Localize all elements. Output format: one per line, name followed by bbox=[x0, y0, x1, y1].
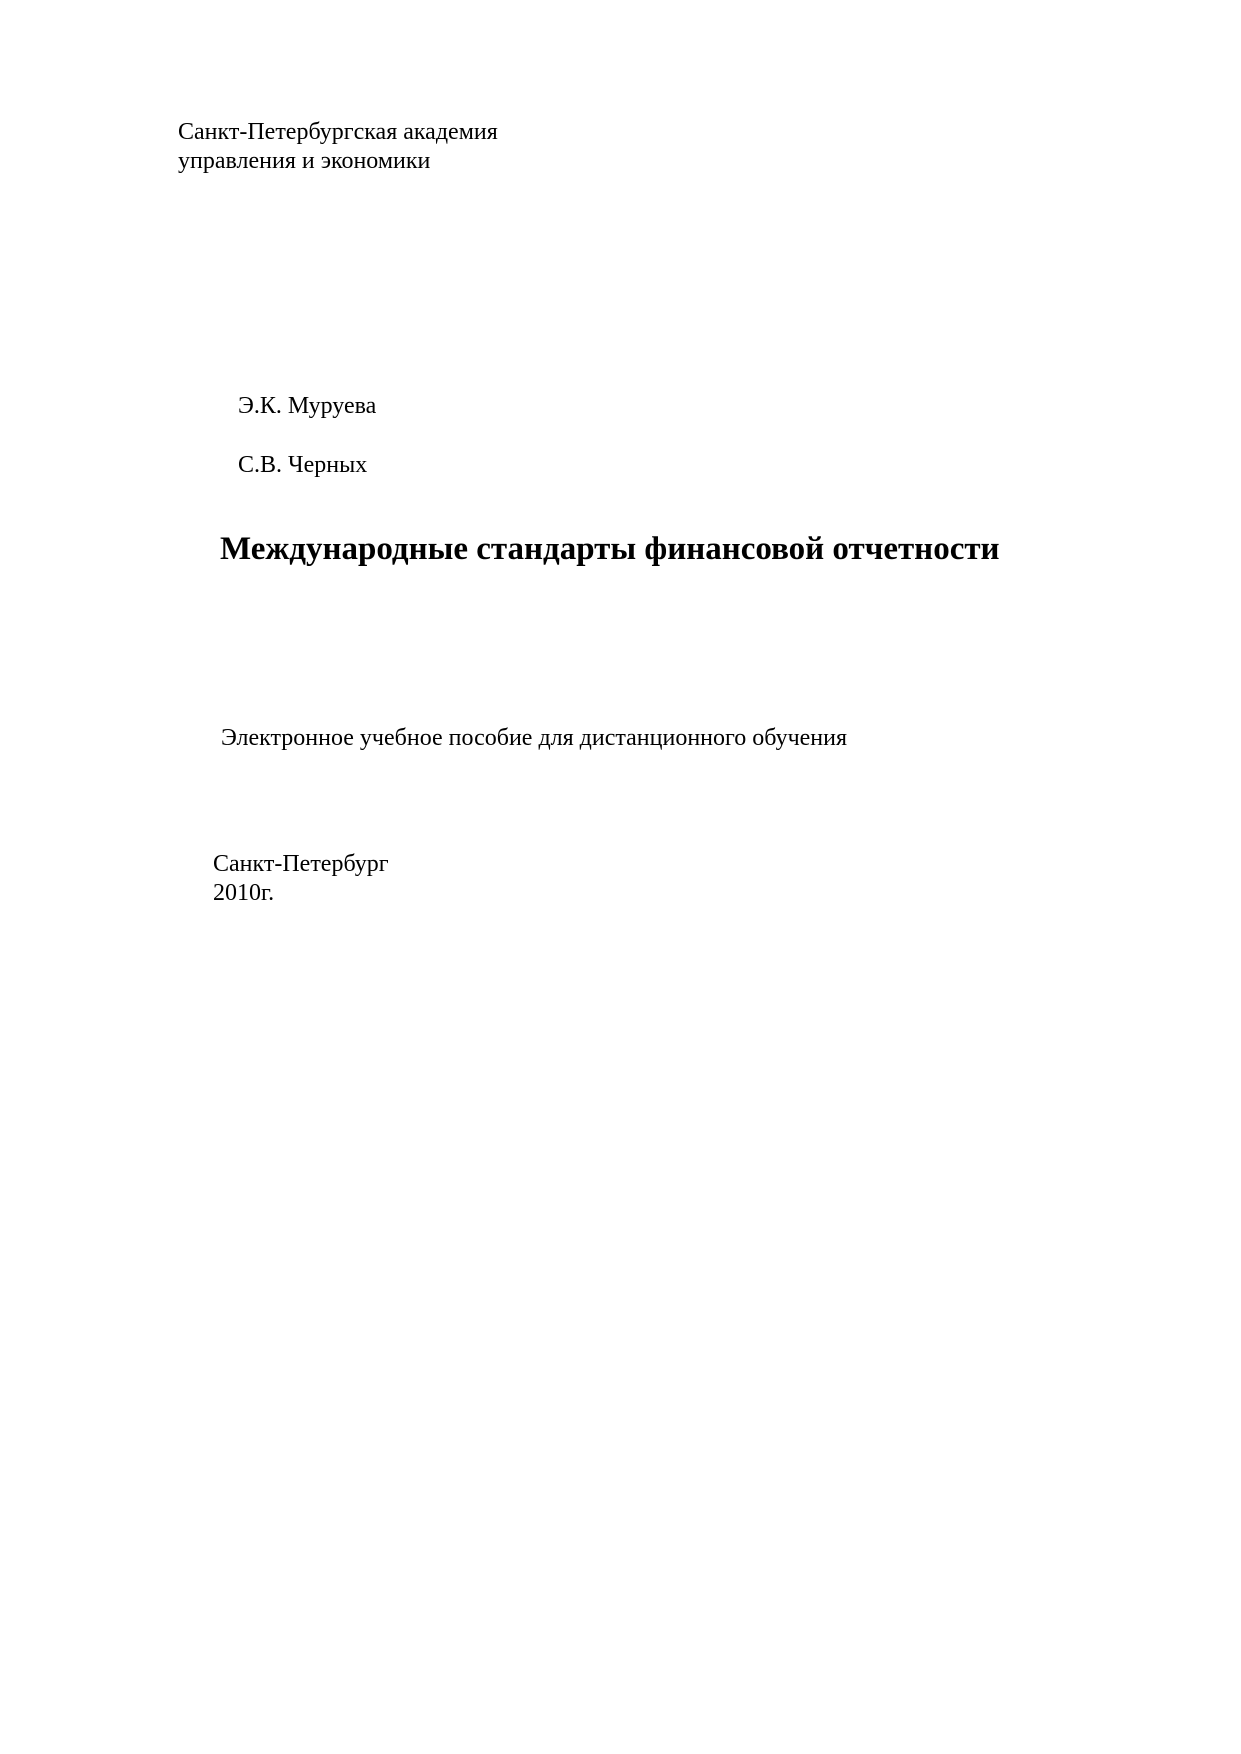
publication-year: 2010г. bbox=[213, 880, 275, 906]
subtitle-text: Электронное учебное пособие для дистанционного обучения bbox=[221, 725, 848, 751]
publication-place-year bbox=[213, 850, 389, 908]
author-name: Э.К. Муруева bbox=[238, 393, 377, 419]
institution-line-1: Санкт-Петербургская академия bbox=[178, 119, 498, 145]
institution-line-2: управления и экономики bbox=[178, 148, 431, 174]
author-2 bbox=[238, 451, 367, 480]
publication-city: Санкт-Петербург bbox=[213, 851, 389, 877]
document-title: Международные стандарты финансовой отчетности bbox=[220, 531, 1000, 567]
document-subtitle bbox=[221, 724, 847, 753]
author-name: С.В. Черных bbox=[238, 452, 368, 478]
author-1 bbox=[238, 392, 376, 421]
institution-name bbox=[178, 118, 498, 176]
